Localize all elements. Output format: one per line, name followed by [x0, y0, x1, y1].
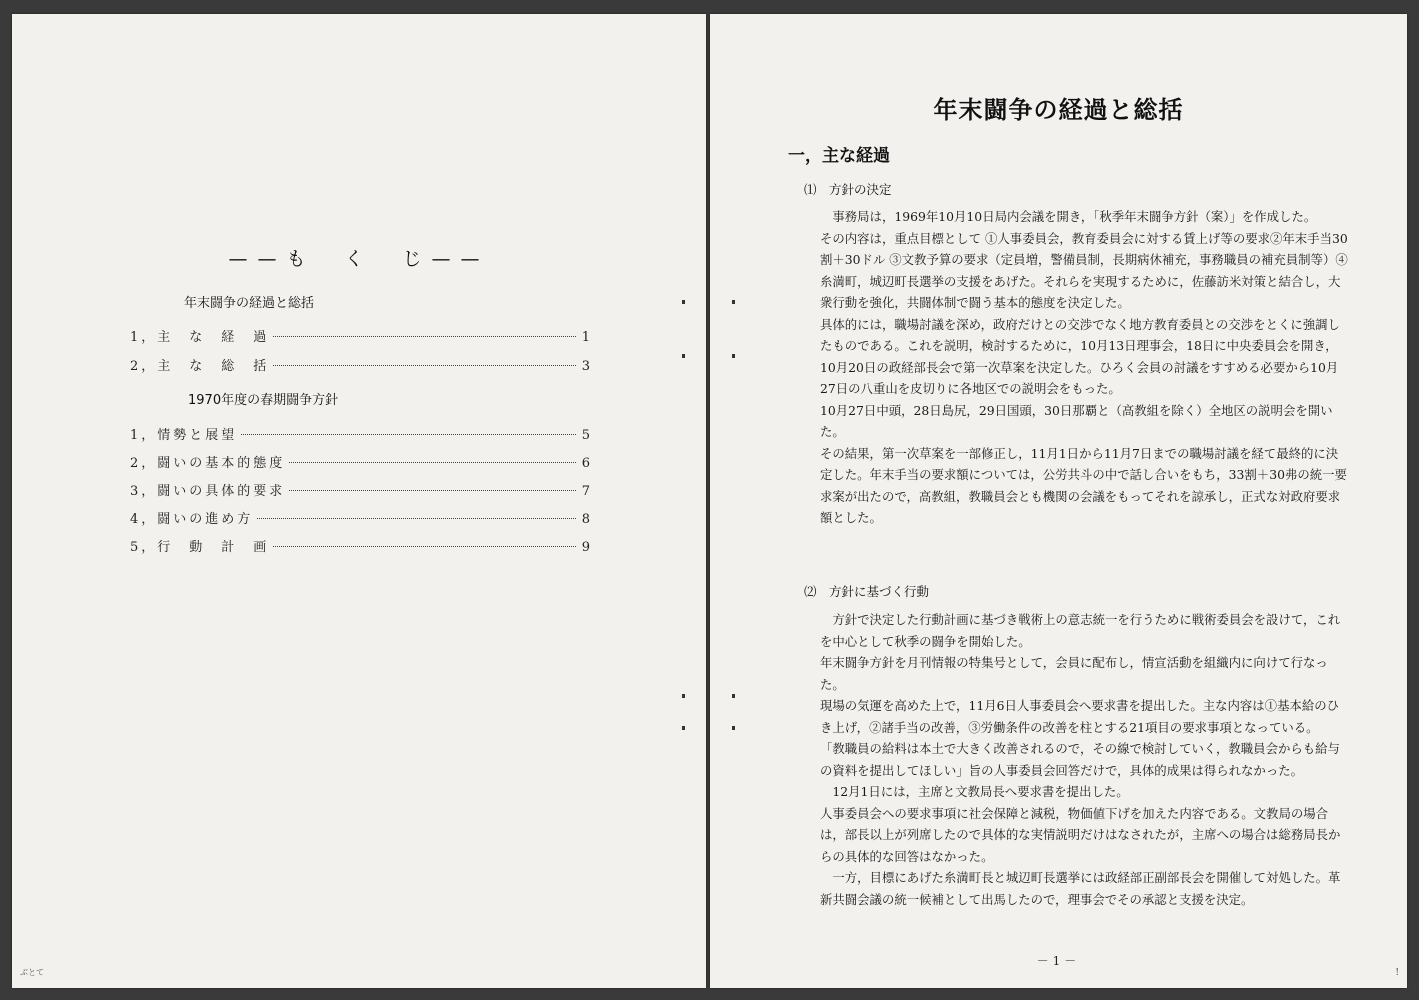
paragraph: 10月27日中頭，28日島尻，29日国頭，30日那覇と（高教組を除く）全地区の説明会を開いた。 [820, 402, 1333, 439]
toc-item[interactable] [130, 508, 590, 526]
right-page-article [710, 14, 1407, 988]
left-page-toc [12, 14, 706, 988]
paragraph: 事務局は，1969年10月10日局内会議を開き，「秋季年末闘争方針（案）」を作成した。 [832, 209, 1317, 224]
handwritten-mark: ぶとて [20, 968, 44, 977]
paragraph: その内容は，重点目標として ①人事委員会，教育委員会に対する賃上げ等の要求②年末手当30割＋30ドル ③文教予算の要求（定員増，警備員制，長期病休補充，事務職員の補充員制等）④糸満町，城辺町長選挙の支援をあげた。それらを実現するために，佐藤訪米対策と結合し，大衆行動を強化，共闘体制で闘う基本的態度を決定した。 [820, 230, 1348, 310]
edge-mark: ! [1395, 968, 1399, 978]
toc-leader-dots [289, 462, 576, 463]
paragraph: その結果，第一次草案を一部修正し，11月1日から11月7日までの職場討議を経て最終的に決定した。年末手当の要求額については，公労共斗の中で話し合いをもち，33割＋30弗の統一要求案が出たので，高教組，教職員会とも機関の会議をもってそれを諒承し，正式な対政府要求額とした。 [820, 445, 1347, 525]
toc-section-spring: 1970年度の春期闘争方針 [188, 393, 339, 408]
staple-hole [682, 726, 685, 730]
toc-leader-dots [289, 490, 576, 491]
toc-leader-dots [257, 518, 576, 519]
page-title: 年末闘争の経過と総括 [933, 96, 1184, 124]
toc-item-label: 1，情勢と展望 [130, 428, 238, 443]
staple-hole [732, 354, 735, 358]
toc-leader-dots [273, 546, 576, 547]
subsection-body [820, 609, 1350, 910]
staple-hole [732, 726, 735, 730]
toc-title: ——も く じ—— [228, 248, 490, 270]
paragraph: 12月1日には，主席と文教局長へ要求書を提出した。 [832, 784, 1129, 799]
staple-hole [682, 354, 685, 358]
paragraph: 「教職員の給料は本土で大きく改善されるので，その線で検討していく，教職員会からも給与の資料を提出してほしい」旨の人事委員会回答だけで，具体的成果は得られなかった。 [820, 741, 1340, 778]
toc-item-label: 3，闘いの具体的要求 [130, 484, 286, 499]
toc-leader-dots [241, 434, 576, 435]
toc-item-page: 1 [581, 330, 590, 345]
toc-section-year-end: 年末闘争の経過と総括 [184, 296, 315, 311]
subsection-heading: ⑵ 方針に基づく行動 [804, 584, 930, 599]
toc-leader-dots [273, 365, 576, 366]
toc-item-page: 7 [581, 484, 590, 499]
subsection-body [820, 206, 1350, 529]
toc-item[interactable] [130, 424, 590, 442]
paragraph: 年末闘争方針を月刊情報の特集号として，会員に配布し，情宣活動を組織内に向けて行なった。 [820, 655, 1328, 692]
toc-item-page: 6 [581, 456, 590, 471]
subsection-heading: ⑴ 方針の決定 [804, 182, 892, 197]
page-number: －1－ [1036, 954, 1081, 968]
toc-leader-dots [273, 336, 576, 337]
paragraph: 現場の気運を高めた上で，11月6日人事委員会へ要求書を提出した。主な内容は①基本給のひき上げ，②諸手当の改善，③労働条件の改善を柱とする21項目の要求事項となっている。 [820, 698, 1340, 735]
toc-item-page: 9 [581, 540, 590, 555]
toc-item-label: 4，闘いの進め方 [130, 512, 254, 527]
staple-hole [732, 300, 735, 304]
staple-hole [682, 300, 685, 304]
paragraph: 具体的には，職場討議を深め，政府だけとの交渉でなく地方教育委員との交渉をとくに強調したものである。これを説明，検討するために，10月13日理事会，18日に中央委員会を開き，10月20日の政経部長会で第一次草案を決定した。ひろく会員の討議をすすめる必要から10月27日の八重山を皮切りに各地区での説明会をもった。 [820, 316, 1340, 396]
toc-item-page: 3 [581, 359, 590, 374]
staple-hole [682, 694, 685, 698]
toc-item[interactable] [130, 452, 590, 470]
paragraph: 方針で決定した行動計画に基づき戦術上の意志統一を行うために戦術委員会を設けて，これを中心として秋季の闘争を開始した。 [820, 612, 1341, 649]
toc-item-page: 5 [581, 428, 590, 443]
toc-item-label: 5，行 動 計 画 [130, 540, 270, 555]
toc-item-label: 1，主 な 経 過 [130, 330, 270, 345]
section-heading: 一，主な経過 [788, 146, 890, 166]
toc-item[interactable] [130, 536, 590, 554]
staple-hole [732, 694, 735, 698]
toc-item[interactable] [130, 355, 590, 373]
paragraph: 一方，目標にあげた糸満町長と城辺町長選挙には政経部正副部長会を開催して対処した。革新共闘会議の統一候補として出馬したので，理事会でその承認と支援を決定。 [820, 870, 1341, 907]
toc-item-label: 2，主 な 総 括 [130, 359, 270, 374]
toc-item[interactable] [130, 480, 590, 498]
toc-item-page: 8 [581, 512, 590, 527]
toc-item[interactable] [130, 326, 590, 344]
paragraph: 人事委員会への要求事項に社会保障と減税，物価値下げを加えた内容である。文教局の場合は，部長以上が列席したので具体的な実情説明だけはなされたが，主席への場合は総務局長からの具体的な回答はなかった。 [820, 805, 1341, 864]
toc-item-label: 2，闘いの基本的態度 [130, 456, 286, 471]
